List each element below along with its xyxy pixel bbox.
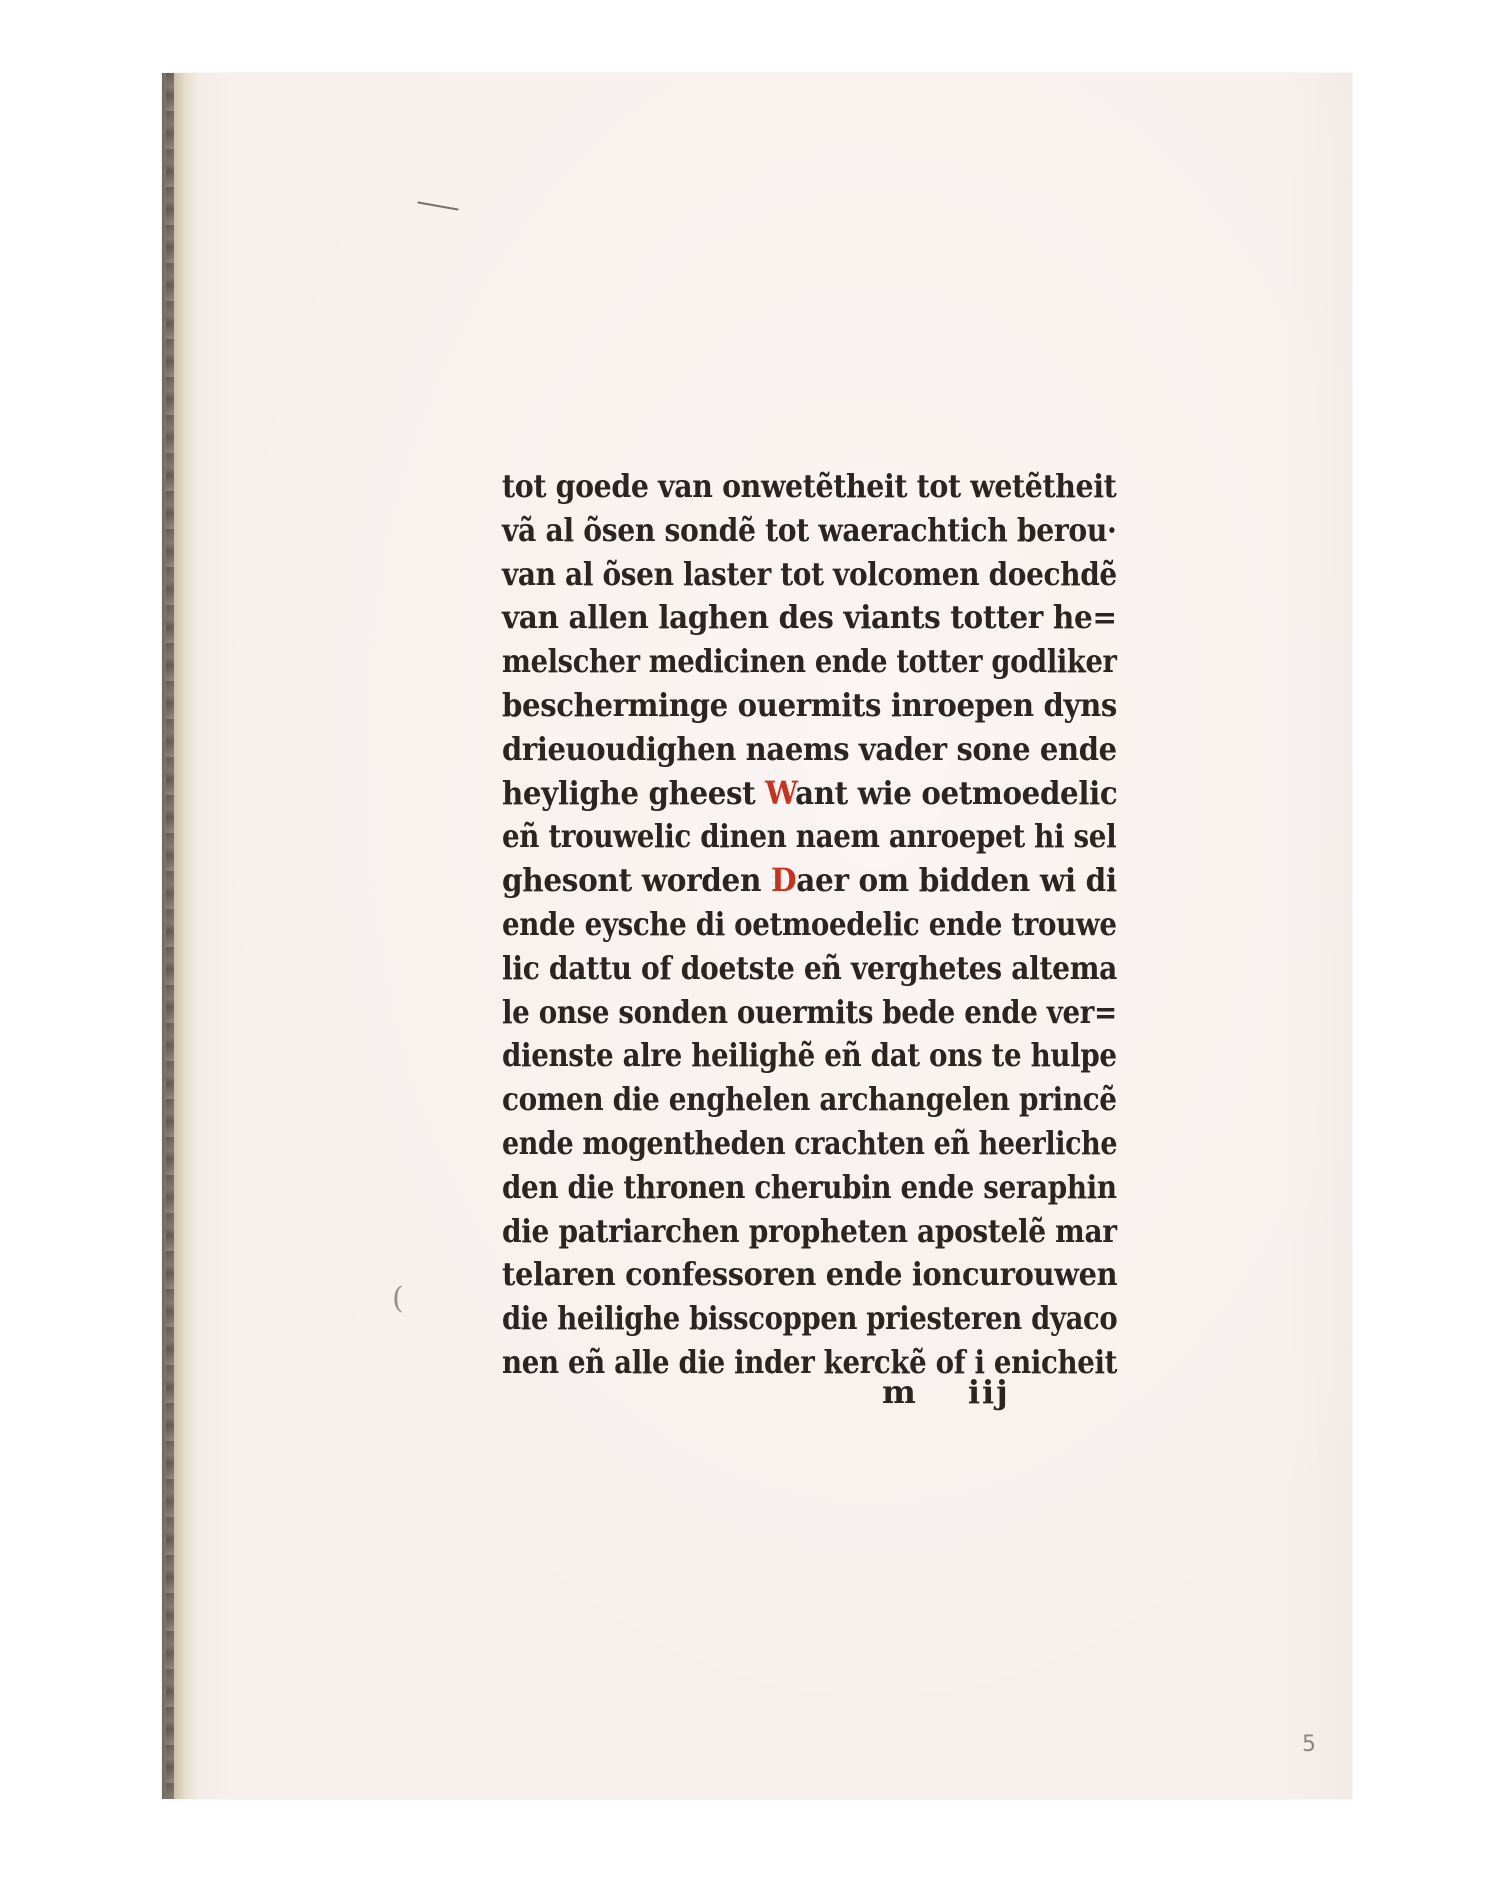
book-page [162,73,1352,1799]
text-line: eñ trouwelic dinen naem anroepet hi sel [502,817,1117,856]
text-line: tot goede van onwetẽtheit tot wetẽtheit [502,467,1117,505]
text-line-segment: heylighe gheest [502,773,766,812]
text-line: le onse sonden ouermits bede ende ver= [502,992,1117,1031]
blackletter-text-block [502,465,1142,1385]
text-line: van al õsen laster tot volcomen doechdẽ [502,554,1117,593]
pencil-paren-mark: ( [392,1281,404,1316]
binding-strip [166,73,174,1799]
text-line: melscher medicinen ende totter godliker [502,642,1117,681]
text-line: vã al õsen sondẽ tot waerachtich berou· [502,510,1117,549]
rubricated-initial: W [765,773,796,812]
signature-numeral: iij [967,1373,1010,1411]
text-line [502,772,1118,816]
text-line: die heilighe bisscoppen priesteren dyaco [502,1299,1118,1338]
text-line: nen eñ alle die inder kerckẽ of i enicheit [502,1342,1118,1381]
text-line: telaren confessoren ende ioncurouwen [502,1255,1118,1294]
text-line-segment: ghesont worden [502,861,772,900]
text-line: dienste alre heilighẽ eñ dat ons te hulpe [502,1036,1117,1075]
text-line: van allen laghen des viants totter he= [502,598,1117,637]
text-line-segment: ant wie oetmoedelic [795,773,1118,812]
text-line: den die thronen cherubin ende seraphin [502,1167,1117,1206]
text-line: ende mogentheden crachten eñ heerliche [502,1123,1118,1162]
ink-tick-mark [417,201,459,210]
text-line [502,859,1117,903]
signature-mark [882,1373,1010,1411]
signature-letter: m [882,1373,918,1411]
text-line-segment: aer om bidden wi di [796,861,1117,900]
binding-edge [162,73,196,1799]
text-line: die patriarchen propheten apostelẽ mar [502,1211,1117,1250]
text-line: ende eysche di oetmoedelic ende trouwe [502,904,1117,943]
rubricated-initial: D [771,861,797,900]
text-line: lic dattu of doetste eñ verghetes altema [502,948,1118,987]
pencil-folio-mark: 5 [1302,1732,1316,1757]
text-line: bescherminge ouermits inroepen dyns [502,685,1117,724]
text-line: drieuoudighen naems vader sone ende [502,729,1117,768]
text-line: comen die enghelen archangelen princẽ [502,1080,1117,1119]
